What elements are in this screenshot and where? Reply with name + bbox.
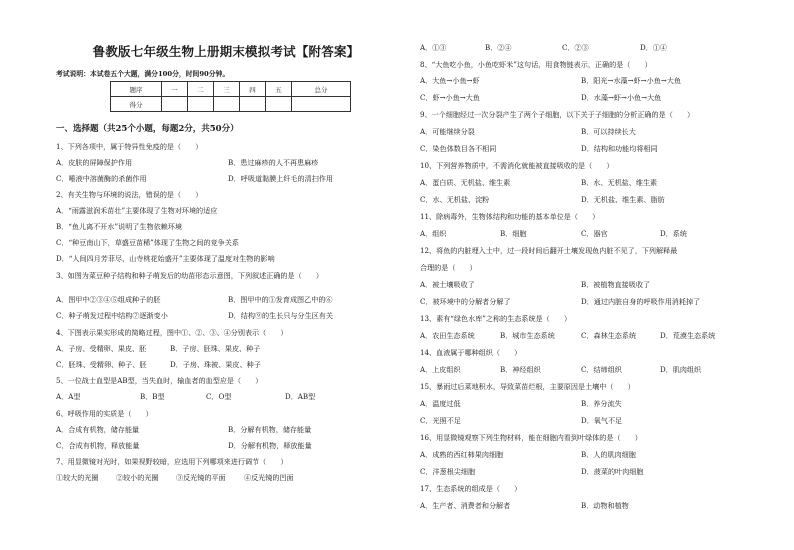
option-text: B．子房、胚珠、果皮、种子 [170, 344, 261, 353]
option-text: ①较大的光圈 [56, 473, 99, 482]
option-text: A．子房、受精卵、果皮、胚 [56, 344, 147, 353]
exam-instructions: 考试说明：本试卷五个大题，满分100分，时间90分钟。 [56, 70, 230, 78]
score-cell [266, 97, 292, 112]
question-text: 17、生态系统的组成是（ ） [420, 484, 522, 493]
question-text: 11、除病毒外，生物体结构和功能的基本单位是（ ） [420, 212, 600, 221]
option-text: B．“鱼儿离不开水”说明了生物依赖环境 [56, 222, 182, 231]
option-text: B．人的肌肉细胞 [581, 450, 636, 459]
option-text: B．细胞 [500, 229, 527, 238]
question-text: 1、下列各项中，属于特异性免疫的是（ ） [56, 142, 203, 151]
question-text: 2、有关生物与环境的说法，错误的是（ ） [56, 190, 203, 199]
option-text: A．“雨露滋润禾苗壮”主要体现了生物对环境的适应 [56, 206, 218, 215]
question-text: 8、“大鱼吃小鱼，小鱼吃虾米”这句话，用食物链表示，正确的是（ ） [420, 60, 652, 69]
option-text: A．蛋白质、无机盐、维生素 [420, 178, 511, 187]
option-text: A．上皮组织 [420, 365, 461, 374]
option-text: B．水、无机盐、维生素 [581, 178, 658, 187]
score-header-cell: 四 [240, 82, 266, 97]
option-text: A．A型 [56, 392, 81, 401]
option-text: B．养分流失 [581, 399, 622, 408]
option-text: A．农田生态系统 [420, 331, 475, 340]
option-text: C．种子萌发过程中结构⑦逐渐变小 [56, 311, 168, 320]
score-header-cell: 题序 [111, 82, 162, 97]
option-text: D．荒漠生态系统 [660, 331, 716, 340]
question-text: 12、将鱼的内脏埋入土中，过一段时间后翻开土壤发现鱼内脏不见了，下列解释最 [420, 246, 678, 255]
score-header-cell: 三 [214, 82, 240, 97]
option-text: C．染色体数目各不相同 [420, 144, 497, 153]
option-text: C．森林生态系统 [581, 331, 637, 340]
option-text: D．无机盐、维生素、脂肪 [581, 195, 665, 204]
question-text: 5、一位战士血型是AB型，当失血时，输血者的血型应是（ ） [56, 376, 263, 385]
option-text: D．“人间四月芳菲尽，山寺桃花始盛开”主要体现了温度对生物的影响 [56, 254, 275, 263]
option-text: C．胚珠、受精卵、种子、胚 [56, 360, 147, 369]
option-text: D．结构⑨的生长只与分生区有关 [228, 311, 333, 320]
option-text: B．分解有机物，储存能量 [228, 425, 312, 434]
option-text: C．洋葱根尖细胞 [420, 467, 476, 476]
question-text: 14、血液属于哪种组织（ ） [420, 348, 522, 357]
question-text: 16、用显微镜观察下列生物材料，能在细胞内看到叶绿体的是（ ） [420, 433, 642, 442]
option-text: C．水、无机盐、淀粉 [420, 195, 490, 204]
option-text: A．①③ [420, 43, 447, 52]
option-text: C．唾液中溶菌酶的杀菌作用 [56, 174, 147, 183]
option-text: C．“种豆南山下，草盛豆苗稀”体现了生物之间的竞争关系 [56, 238, 239, 247]
option-text: C．②③ [562, 43, 589, 52]
score-cell [188, 97, 214, 112]
option-text: D．氧气不足 [581, 416, 623, 425]
question-text: 合理的是（ ） [420, 263, 477, 272]
option-text: ④反光镜的凹面 [244, 473, 294, 482]
option-text: B．被植物直接吸收了 [581, 280, 651, 289]
score-header-cell: 一 [162, 82, 188, 97]
question-text: 10、下列营养物质中，不需消化就能被直接吸收的是（ ） [420, 161, 614, 170]
option-text: A．大鱼→小鱼→虾 [420, 76, 480, 85]
option-text: D．肌肉组织 [660, 365, 702, 374]
option-text: D．菠菜的叶肉细胞 [581, 467, 644, 476]
section-heading: 一、选择题（共25个小题，每题2分，共50分） [56, 124, 239, 134]
option-text: B．②④ [485, 43, 512, 52]
score-header-cell: 总分 [292, 82, 351, 97]
question-text: 13、素有“绿色水库”之称的生态系统是（ ） [420, 314, 572, 323]
option-text: A．组织 [420, 229, 447, 238]
score-cell [240, 97, 266, 112]
option-text: C．器官 [581, 229, 608, 238]
option-text: ②较小的光圈 [116, 473, 159, 482]
option-text: C．虾→小鱼→大鱼 [420, 93, 480, 102]
option-text: A．皮肤的屏障保护作用 [56, 158, 133, 167]
option-text: D．水藻→虾→小鱼→大鱼 [581, 93, 662, 102]
option-text: A．生产者、消费者和分解者 [420, 501, 511, 510]
option-text: D．子房、珠被、果皮、种子 [170, 360, 261, 369]
option-text: D．AB型 [285, 392, 316, 401]
option-text: A．被土壤吸收了 [420, 280, 475, 289]
score-header-cell: 二 [188, 82, 214, 97]
option-text: D．呼吸道黏膜上纤毛的清扫作用 [228, 174, 333, 183]
option-text: D．①④ [640, 43, 667, 52]
option-text: D．结构和功能均将相同 [581, 144, 658, 153]
option-text: C．结缔组织 [581, 365, 622, 374]
option-text: B．动物和植物 [581, 501, 629, 510]
score-cell [214, 97, 240, 112]
option-text: A．合成有机物，储存能量 [56, 425, 140, 434]
score-cell [292, 97, 351, 112]
option-text: B．神经组织 [500, 365, 541, 374]
question-text: 15、暴雨过后菜地积水，导致菜苗烂根，主要原因是土壤中（ ） [420, 382, 635, 391]
option-text: C．O型 [206, 392, 232, 401]
option-text: B．图甲中的①发育成图乙中的⑥ [228, 295, 333, 304]
option-text: A．可能继续分裂 [420, 127, 475, 136]
score-header-cell: 五 [266, 82, 292, 97]
score-table-header-row [111, 82, 351, 97]
option-text: D．分解有机物，释放能量 [228, 441, 312, 450]
option-text: A．图甲中②③④⑤组成种子的胚 [56, 295, 161, 304]
question-text: 3、如图为菜豆种子结构和种子萌发后的幼苗形态示意图，下列叙述正确的是（ ） [56, 271, 323, 280]
option-text: A．温度过低 [420, 399, 461, 408]
option-text: C．光照不足 [420, 416, 461, 425]
page-title: 鲁教版七年级生物上册期末模拟考试【附答案】 [92, 44, 360, 59]
option-text: A．成熟的西红柿果肉细胞 [420, 450, 504, 459]
option-text: B．可以持续长大 [581, 127, 636, 136]
option-text: C．合成有机物，释放能量 [56, 441, 140, 450]
option-text: C．被环境中的分解者分解了 [420, 297, 511, 306]
question-text: 4、下图表示果实形成的简略过程，图中①、②、③、④分别表示（ ） [56, 328, 288, 337]
option-text: D．系统 [660, 229, 687, 238]
option-text: B．B型 [140, 392, 165, 401]
score-table-score-row [111, 97, 351, 112]
option-text: D．通过内脏自身的呼吸作用消耗掉了 [581, 297, 701, 306]
option-text: B．阳光→水藻→虾→小鱼→大鱼 [581, 76, 681, 85]
score-cell [162, 97, 188, 112]
question-text: 9、一个细胞经过一次分裂产生了两个子细胞，以下关于子细胞的分析正确的是（ ） [420, 110, 695, 119]
question-text: 7、用显微镜对光时，如果视野较暗，应选用下列哪项来进行调节（ ） [56, 457, 288, 466]
score-row-label: 得分 [111, 97, 162, 112]
question-text: 6、呼吸作用的实质是（ ） [56, 409, 153, 418]
option-text: B．城市生态系统 [500, 331, 555, 340]
score-table [110, 81, 351, 112]
option-text: ③反光镜的平面 [176, 473, 226, 482]
option-text: B．患过麻疹的人不再患麻疹 [228, 158, 319, 167]
